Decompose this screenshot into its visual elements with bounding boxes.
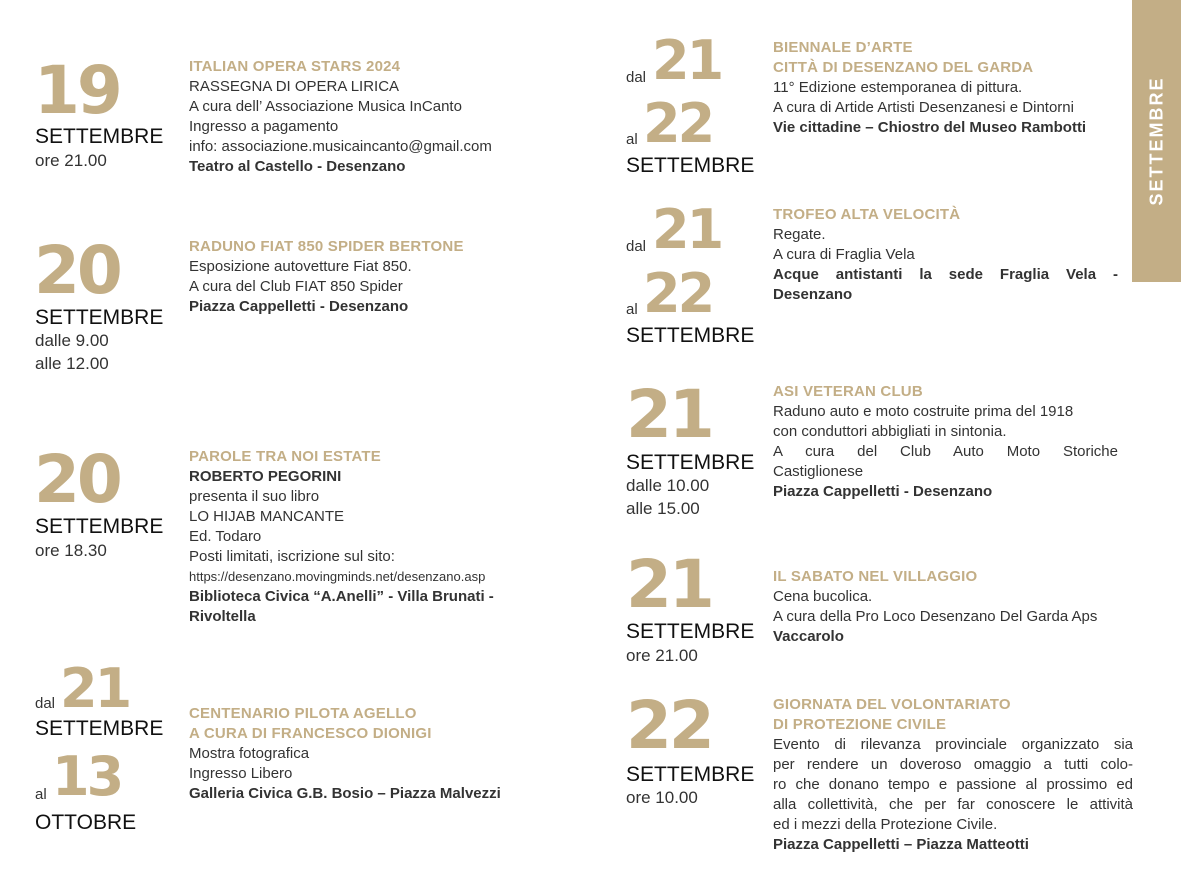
event-title: ITALIAN OPERA STARS 2024 (189, 58, 401, 75)
event-title: IL SABATO NEL VILLAGGIO (773, 568, 978, 585)
event-book-title: LO HIJAB MANCANTE (189, 508, 345, 525)
event-info (773, 205, 1118, 305)
event-place: Galleria Civica G.B. Bosio – Piazza Malvezzi (189, 785, 501, 802)
event-line: 11° Edizione estemporanea di pittura. (773, 79, 1023, 96)
event-line: A cura del Club FIAT 850 Spider (189, 278, 403, 295)
event-day: 20 (34, 441, 120, 518)
event-time-start: dalle 10.00 (626, 476, 710, 495)
event-day-to: 22 (643, 262, 713, 325)
event-line: Esposizione autovetture Fiat 850. (189, 258, 412, 275)
event-month-from: SETTEMBRE (35, 717, 164, 740)
event-line: A cura della Pro Loco Desenzano Del Garda Aps (773, 608, 1098, 625)
date-from-prefix: dal (626, 69, 647, 86)
event-line: RASSEGNA DI OPERA LIRICA (189, 78, 400, 95)
event-time: ore 21.00 (35, 151, 107, 170)
event-place: Piazza Cappelletti - Desenzano (773, 483, 993, 500)
event-place: Acque antistanti la sede Fraglia Vela - (773, 266, 1118, 283)
event-info (773, 567, 1097, 647)
event-day-from: 21 (60, 657, 130, 720)
date-to-prefix: al (626, 301, 638, 318)
event-line: per rendere un doveroso omaggio a tutti colo- (773, 756, 1133, 773)
event-month: SETTEMBRE (626, 154, 755, 177)
date-from-prefix: dal (626, 238, 647, 255)
month-side-tab (1132, 0, 1181, 282)
event-info (773, 38, 1086, 138)
event-month: SETTEMBRE (626, 324, 755, 347)
side-tab-label: SETTEMBRE (1146, 76, 1166, 206)
event-line: con conduttori abbigliati in sintonia. (773, 423, 1007, 440)
event-title: BIENNALE D’ARTE (773, 39, 913, 56)
event-title: RADUNO FIAT 850 SPIDER BERTONE (189, 238, 464, 255)
event-time-end: alle 12.00 (35, 354, 109, 373)
event-time: ore 18.30 (35, 541, 107, 560)
event-place: Piazza Cappelletti – Piazza Matteotti (773, 836, 1029, 853)
event-place: Teatro al Castello - Desenzano (189, 158, 406, 175)
event-month-to: OTTOBRE (35, 811, 137, 834)
event-info (189, 57, 492, 177)
event-place: Biblioteca Civica “A.Anelli” - Villa Brunati - (189, 588, 494, 605)
event-day: 21 (626, 376, 712, 453)
event-line: Cena bucolica. (773, 588, 873, 605)
event-place-cont: Rivoltella (189, 608, 256, 625)
event-info (189, 704, 501, 804)
event-month: SETTEMBRE (626, 451, 755, 474)
event-info (773, 382, 1118, 502)
event-title: PAROLE TRA NOI ESTATE (189, 448, 381, 465)
event-title-cont: A CURA DI FRANCESCO DIONIGI (189, 725, 432, 742)
date-to-prefix: al (626, 131, 638, 148)
event-line: ro che donano tempo e passione al prossimo ed (773, 776, 1133, 793)
event-title: GIORNATA DEL VOLONTARIATO (773, 696, 1011, 713)
date-from-prefix: dal (35, 695, 56, 712)
event-line: A cura del Club Auto Moto Storiche (773, 443, 1118, 460)
date-to-prefix: al (35, 786, 47, 803)
event-month: SETTEMBRE (35, 515, 164, 538)
event-day-from: 21 (652, 29, 722, 92)
event-day-to: 22 (643, 92, 713, 155)
event-time-end: alle 15.00 (626, 499, 700, 518)
event-place: Vie cittadine – Chiostro del Museo Rambotti (773, 119, 1087, 136)
event-month: SETTEMBRE (626, 620, 755, 643)
event-line: Ingresso a pagamento (189, 118, 339, 135)
event-line: Ingresso Libero (189, 765, 293, 782)
event-time: ore 21.00 (626, 646, 698, 665)
event-line: Regate. (773, 226, 826, 243)
event-info (773, 695, 1133, 855)
event-contact-email[interactable]: info: associazione.musicaincanto@gmail.com (189, 138, 492, 155)
event-line: Ed. Todaro (189, 528, 262, 545)
event-line: alla collettività, che per far conoscere le attività (773, 796, 1133, 813)
event-place: Vaccarolo (773, 628, 844, 645)
event-line: A cura dell’ Associazione Musica InCanto (189, 98, 462, 115)
event-day: 19 (34, 52, 120, 129)
event-line: A cura di Fraglia Vela (773, 246, 915, 263)
event-author: ROBERTO PEGORINI (189, 468, 342, 485)
event-title-cont: CITTÀ DI DESENZANO DEL GARDA (773, 59, 1034, 76)
event-line: Posti limitati, iscrizione sul sito: (189, 548, 395, 565)
event-day-from: 21 (652, 198, 722, 261)
event-line: presenta il suo libro (189, 488, 320, 505)
event-place-cont: Desenzano (773, 286, 853, 303)
event-title-cont: DI PROTEZIONE CIVILE (773, 716, 947, 733)
event-month: SETTEMBRE (35, 306, 164, 329)
event-line: Raduno auto e moto costruite prima del 1918 (773, 403, 1074, 420)
event-title: ASI VETERAN CLUB (773, 383, 923, 400)
event-time: ore 10.00 (626, 788, 698, 807)
event-place: Piazza Cappelletti - Desenzano (189, 298, 409, 315)
event-line: Castiglionese (773, 463, 864, 480)
event-info (189, 237, 464, 317)
event-month: SETTEMBRE (35, 125, 164, 148)
event-time-start: dalle 9.00 (35, 331, 109, 350)
event-line: A cura di Artide Artisti Desenzanesi e Dintorni (773, 99, 1074, 116)
event-day: 21 (626, 546, 712, 623)
event-day-to: 13 (52, 745, 122, 808)
event-day: 22 (626, 687, 712, 764)
event-url-link[interactable]: https://desenzano.movingminds.net/desenzano.asp (189, 569, 486, 584)
event-day: 20 (34, 232, 120, 309)
event-title: TROFEO ALTA VELOCITÀ (773, 206, 961, 223)
event-line: Evento di rilevanza provinciale organizzato sia (773, 736, 1133, 753)
event-month: SETTEMBRE (626, 763, 755, 786)
event-title: CENTENARIO PILOTA AGELLO (189, 705, 417, 722)
event-line: Mostra fotografica (189, 745, 310, 762)
event-line: ed i mezzi della Protezione Civile. (773, 816, 998, 833)
event-info (189, 447, 494, 627)
